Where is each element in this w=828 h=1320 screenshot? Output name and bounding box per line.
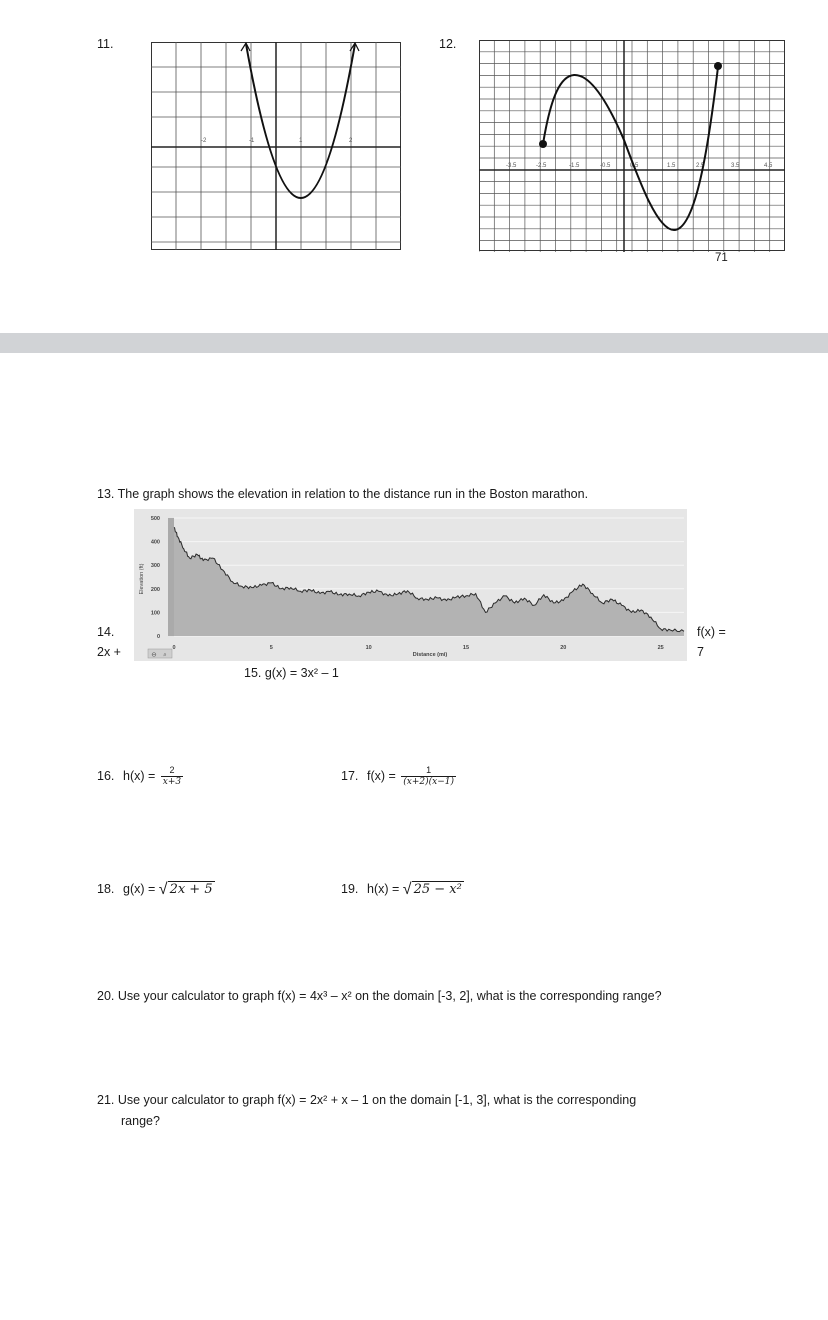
q12-tick: 3.5 — [731, 163, 740, 169]
page-number: 71 — [715, 252, 728, 264]
q12-tick: 0.5 — [630, 163, 639, 169]
elevation-chart — [134, 509, 687, 661]
q16-numerator: 2 — [169, 765, 175, 775]
q12-tick: 1.5 — [667, 163, 676, 169]
question-18-prefix: g(x) = — [123, 882, 159, 896]
zoom-controls[interactable] — [148, 649, 172, 659]
question-15-text: 15. g(x) = 3x² – 1 — [244, 666, 339, 680]
question-18-number: 18. — [97, 882, 115, 896]
y-tick-label: 200 — [150, 586, 160, 593]
question-17-fraction — [401, 765, 456, 788]
x-tick-label: 25 — [657, 645, 664, 651]
question-11-graph — [151, 42, 401, 250]
question-17-number: 17. — [341, 768, 359, 783]
zoom-in-icon: ⌕ — [163, 651, 167, 659]
x-tick-label: 5 — [269, 645, 273, 651]
question-16-prefix: h(x) = — [123, 768, 159, 783]
question-16-number: 16. — [97, 768, 115, 783]
question-19-sqrt — [403, 881, 464, 899]
question-19 — [341, 881, 464, 899]
q18-radicand: 2x + 5 — [169, 882, 213, 897]
question-12-label: 12. — [439, 37, 457, 51]
q12-tick: -0.5 — [600, 163, 611, 169]
question-19-prefix: h(x) = — [367, 882, 403, 896]
x-tick-label: 20 — [560, 645, 567, 651]
question-18-sqrt — [159, 881, 215, 899]
page-divider — [0, 333, 828, 353]
q11-tick: 1 — [299, 138, 303, 144]
question-17 — [341, 765, 456, 788]
question-13-text: 13. The graph shows the elevation in relation to the distance run in the Boston marathon. — [97, 487, 589, 501]
question-12-graph — [479, 40, 785, 252]
x-tick-label: 15 — [462, 645, 470, 651]
x-axis-label: Distance (mi) — [412, 652, 448, 658]
x-tick-label: 10 — [365, 645, 372, 651]
zoom-out-icon: ⊖ — [151, 651, 157, 659]
question-19-number: 19. — [341, 882, 359, 896]
question-14-text: 2x + — [97, 645, 121, 659]
q17-denominator: (x+2)(x−1) — [403, 777, 455, 787]
q19-radicand: 25 − x² — [413, 882, 462, 897]
question-21-line1: 21. Use your calculator to graph f(x) = 2x² + x – 1 on the domain [-1, 3], what is the corresponding — [97, 1093, 637, 1107]
fx-value: 7 — [697, 645, 704, 659]
q12-endpoint-left — [539, 140, 547, 148]
q12-tick: -2.5 — [536, 163, 547, 169]
q12-tick: 2.5 — [696, 163, 705, 169]
q12-tick: 4.5 — [764, 163, 773, 169]
question-17-prefix: f(x) = — [367, 768, 400, 783]
sqrt-symbol-icon: √ — [158, 881, 168, 898]
y-tick-label: 300 — [150, 563, 160, 570]
q17-numerator: 1 — [426, 765, 432, 775]
y-axis-bar — [168, 518, 174, 636]
q11-tick: 2 — [349, 138, 353, 144]
question-14-label: 14. — [97, 625, 115, 639]
q11-tick: -1 — [249, 138, 255, 144]
q12-cubic-curve — [543, 67, 718, 230]
question-11-label: 11. — [97, 37, 114, 51]
question-16-fraction — [161, 765, 183, 788]
y-tick-label: 0 — [156, 634, 160, 640]
x-tick-label: 0 — [172, 645, 176, 651]
q11-arrow-left — [241, 43, 250, 51]
y-tick-label: 400 — [150, 539, 160, 546]
y-tick-label: 500 — [150, 516, 160, 522]
y-axis-label: Elevation (ft) — [139, 563, 145, 595]
sqrt-symbol-icon: √ — [402, 881, 412, 898]
q12-grid — [479, 40, 785, 252]
q12-endpoint-right — [714, 62, 722, 70]
question-21-line2: range? — [121, 1114, 160, 1128]
q16-denominator: x+3 — [162, 777, 182, 787]
q11-tick: -2 — [201, 138, 207, 144]
y-tick-label: 100 — [150, 610, 160, 617]
q12-tick: -1.5 — [569, 163, 580, 169]
q12-tick: -3.5 — [506, 163, 517, 169]
question-18 — [97, 881, 215, 899]
fx-label: f(x) = — [697, 625, 726, 639]
question-16 — [97, 765, 183, 788]
question-20-text: 20. Use your calculator to graph f(x) = 4x³ – x² on the domain [-3, 2], what is the corresponding range? — [97, 989, 662, 1003]
